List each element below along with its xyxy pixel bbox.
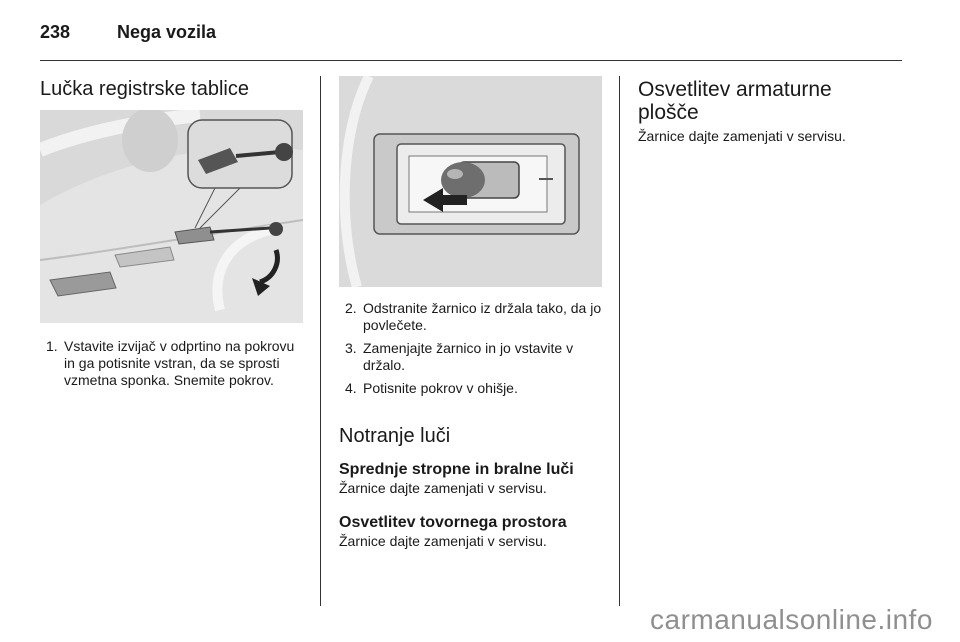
section-heading-instrument-panel: Osvetlitev armaturne plošče (638, 78, 832, 124)
step-text: Potisnite pokrov v ohišje. (363, 380, 518, 396)
step-text: Odstranite žarnico iz držala tako, da jo povlečete. (363, 300, 602, 333)
section-heading-license-lamp: Lučka registrske tablice (40, 78, 249, 100)
step-1 (40, 338, 308, 389)
cargo-light-text: Žarnice dajte zamenjati v servisu. (339, 533, 547, 549)
step-number: 4. (345, 380, 357, 396)
step-number: 1. (46, 338, 58, 354)
column-divider-1 (320, 76, 321, 606)
column-divider-2 (619, 76, 620, 606)
step-2 (339, 300, 607, 334)
step-3 (339, 340, 607, 374)
instrument-panel-text: Žarnice dajte zamenjati v servisu. (638, 128, 846, 144)
header-rule (40, 60, 902, 61)
page-number: 238 (40, 22, 71, 42)
step-text: Zamenjajte žarnico in jo vstavite v držalo. (363, 340, 574, 373)
watermark: carmanualsonline.info (650, 604, 933, 635)
subheading-front-lights: Sprednje stropne in bralne luči (339, 461, 574, 478)
column-3 (638, 78, 898, 145)
bulb-holder-drawing (339, 76, 602, 287)
front-lights-text: Žarnice dajte zamenjati v servisu. (339, 480, 547, 496)
step-text: Vstavite izvijač v odprtino na pokrovu in ga potisnite vstran, da se sprosti vzmetna sponka. Snemite pokrov. (64, 338, 295, 388)
license-lamp-illustration (40, 110, 303, 323)
column-2-steps (339, 300, 607, 403)
column-1-steps (40, 338, 308, 395)
step-number: 3. (345, 340, 357, 356)
bulb-holder-illustration (339, 76, 602, 287)
step-number: 2. (345, 300, 357, 316)
subheading-cargo-light: Osvetlitev tovornega prostora (339, 514, 567, 531)
license-lamp-drawing (40, 110, 303, 323)
section-heading-interior-lights: Notranje luči (339, 425, 451, 447)
step-4 (339, 380, 607, 397)
column-1 (40, 78, 310, 101)
chapter-title: Nega vozila (117, 22, 217, 42)
